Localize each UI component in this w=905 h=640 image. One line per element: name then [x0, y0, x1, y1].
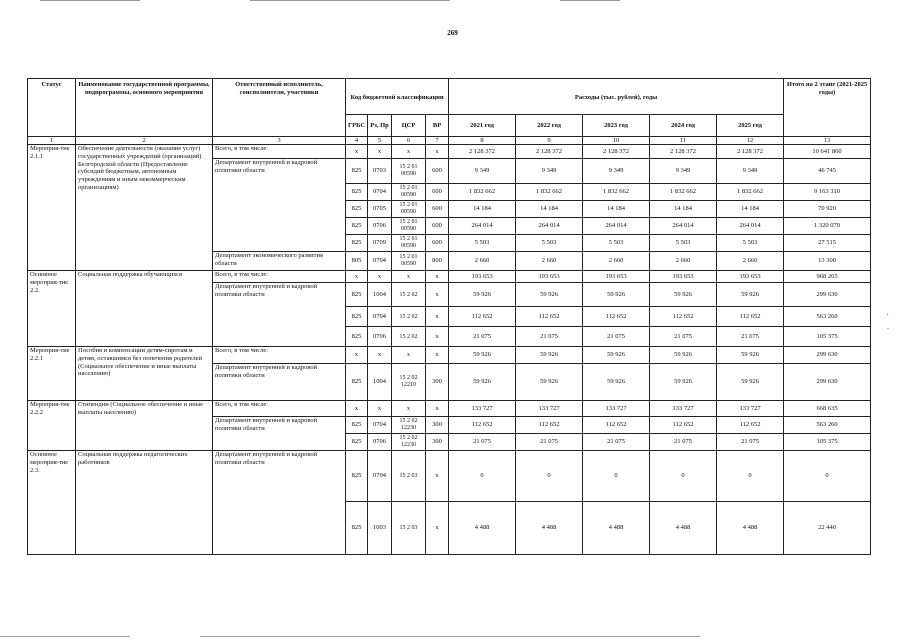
csr-value: 15 2 01 00590: [399, 219, 418, 232]
header-year-2022: 2022 год: [516, 115, 583, 137]
amount-2025-cell: 59 926: [717, 347, 784, 364]
amount-2024-cell: 133 727: [650, 401, 717, 417]
csr-cell: [392, 502, 426, 555]
rzpr-cell: 0704: [368, 184, 392, 201]
header-year-2025: 2025 год: [717, 115, 784, 137]
responsible-cell: Департамент внутренней и кадровой политики области: [213, 364, 346, 401]
amount-2024-cell: 4 488: [650, 502, 717, 555]
amount-2021-cell: 2 128 372: [449, 145, 516, 159]
header-vr: ВР: [426, 115, 449, 137]
amount-total-cell: 105 375: [784, 327, 871, 347]
header-status: Статус: [28, 79, 76, 137]
table-row: [28, 347, 871, 364]
header-rzpr: Рз, Пр: [368, 115, 392, 137]
amount-total-cell: 968 265: [784, 271, 871, 283]
header-name: Наименование государственной программы, подпрограммы, основного мероприятия: [76, 79, 213, 137]
scan-edge-line: [560, 0, 620, 1]
amount-2023-cell: 59 926: [583, 347, 650, 364]
vr-cell: 300: [426, 417, 449, 434]
csr-value: 15 2 03: [399, 525, 418, 531]
amount-total-cell: 46 745: [784, 159, 871, 184]
csr-cell: [392, 417, 426, 434]
name-cell: Обеспечение деятельности (оказание услуг) государственных учреждений (организаций) Белгородской области (Предоставление субсидий бюджетным, автономным учреждениям и иным некоммерческим организациям): [76, 145, 213, 271]
amount-2025-cell: 21 075: [717, 327, 784, 347]
amount-2023-cell: 21 075: [583, 327, 650, 347]
amount-total-cell: 563 260: [784, 417, 871, 434]
amount-2021-cell: 9 349: [449, 159, 516, 184]
scan-edge-line: [0, 636, 130, 637]
amount-2024-cell: 264 014: [650, 218, 717, 235]
column-number: 10: [583, 137, 650, 145]
csr-value: 15 2 02: [399, 333, 418, 340]
csr-cell: [392, 201, 426, 218]
amount-2022-cell: 14 184: [516, 201, 583, 218]
amount-2021-cell: 1 832 662: [449, 184, 516, 201]
csr-value: x: [407, 405, 410, 412]
csr-value: 15 2 02 12230: [399, 418, 418, 431]
amount-2025-cell: 133 727: [717, 401, 784, 417]
amount-2022-cell: 59 926: [516, 347, 583, 364]
amount-2023-cell: 264 014: [583, 218, 650, 235]
csr-cell: [392, 184, 426, 201]
amount-2021-cell: 59 926: [449, 283, 516, 307]
amount-2023-cell: 0: [583, 451, 650, 502]
rzpr-cell: 0709: [368, 235, 392, 252]
grbs-cell: 825: [346, 327, 368, 347]
amount-total-cell: 70 920: [784, 201, 871, 218]
rzpr-cell: 0703: [368, 159, 392, 184]
csr-value: x: [407, 352, 410, 358]
amount-total-cell: 9 163 310: [784, 184, 871, 201]
amount-2023-cell: 112 652: [583, 417, 650, 434]
amount-total-cell: 668 635: [784, 401, 871, 417]
column-number: 2: [76, 137, 213, 145]
rzpr-cell: 1003: [368, 502, 392, 555]
amount-total-cell: 299 630: [784, 283, 871, 307]
amount-2023-cell: 133 727: [583, 401, 650, 417]
amount-2022-cell: 112 652: [516, 307, 583, 327]
amount-2022-cell: 112 652: [516, 417, 583, 434]
header-expenses-group: Расходы (тыс. рублей), годы: [449, 79, 784, 115]
amount-2025-cell: 21 075: [717, 434, 784, 451]
column-number: 3: [213, 137, 346, 145]
amount-2025-cell: 112 652: [717, 307, 784, 327]
vr-cell: 600: [426, 235, 449, 252]
column-number: 7: [426, 137, 449, 145]
amount-2022-cell: 1 832 662: [516, 184, 583, 201]
amount-2023-cell: 59 926: [583, 283, 650, 307]
amount-2022-cell: 9 349: [516, 159, 583, 184]
table-row: [28, 145, 871, 159]
amount-2024-cell: 14 184: [650, 201, 717, 218]
responsible-cell: Всего, в том числе:: [213, 145, 346, 159]
csr-cell: [392, 218, 426, 235]
csr-value: 15 2 01 00590: [399, 254, 418, 267]
amount-2024-cell: 112 652: [650, 307, 717, 327]
grbs-cell: 825: [346, 434, 368, 451]
amount-2021-cell: 193 653: [449, 271, 516, 283]
amount-total-cell: 563 260: [784, 307, 871, 327]
amount-total-cell: 0: [784, 451, 871, 502]
csr-value: 15 2 01 00590: [399, 185, 418, 198]
amount-2023-cell: 193 653: [583, 271, 650, 283]
grbs-cell: x: [346, 401, 368, 417]
amount-2024-cell: 1 832 662: [650, 184, 717, 201]
amount-total-cell: 10 641 860: [784, 145, 871, 159]
header-year-2021: 2021 год: [449, 115, 516, 137]
amount-2021-cell: 21 075: [449, 434, 516, 451]
csr-cell: [392, 145, 426, 159]
grbs-cell: 825: [346, 502, 368, 555]
amount-2021-cell: 14 184: [449, 201, 516, 218]
amount-2023-cell: 1 832 662: [583, 184, 650, 201]
vr-cell: 300: [426, 364, 449, 401]
amount-2021-cell: 112 652: [449, 417, 516, 434]
amount-total-cell: 105 375: [784, 434, 871, 451]
amount-2025-cell: 59 926: [717, 283, 784, 307]
header-total: Итого на 2 этапе (2021-2025 годы): [784, 79, 871, 137]
grbs-cell: 825: [346, 235, 368, 252]
rzpr-cell: x: [368, 271, 392, 283]
amount-2021-cell: 4 488: [449, 502, 516, 555]
responsible-cell: Всего, в том числе:: [213, 347, 346, 364]
vr-cell: x: [426, 283, 449, 307]
rzpr-cell: 0706: [368, 218, 392, 235]
grbs-cell: 825: [346, 201, 368, 218]
amount-2024-cell: 21 075: [650, 327, 717, 347]
grbs-cell: 825: [346, 451, 368, 502]
amount-2021-cell: 133 727: [449, 401, 516, 417]
amount-2025-cell: 2 128 372: [717, 145, 784, 159]
amount-2022-cell: 0: [516, 451, 583, 502]
amount-2022-cell: 193 653: [516, 271, 583, 283]
column-number: 9: [516, 137, 583, 145]
responsible-cell: Департамент внутренней и кадровой политики области: [213, 283, 346, 347]
csr-value: 15 2 02: [399, 291, 418, 298]
csr-value: 15 2 03: [399, 473, 418, 479]
amount-2022-cell: 2 660: [516, 252, 583, 271]
rzpr-cell: 0704: [368, 417, 392, 434]
rzpr-cell: 0706: [368, 434, 392, 451]
grbs-cell: x: [346, 145, 368, 159]
amount-2022-cell: 59 926: [516, 283, 583, 307]
name-cell: Социальная поддержка обучающихся: [76, 271, 213, 347]
amount-2024-cell: 5 503: [650, 235, 717, 252]
rzpr-cell: x: [368, 347, 392, 364]
amount-2021-cell: 59 926: [449, 347, 516, 364]
scan-edge-line: [200, 636, 700, 637]
csr-cell: [392, 347, 426, 364]
responsible-cell: Департамент внутренней и кадровой политики области: [213, 451, 346, 555]
vr-cell: x: [426, 271, 449, 283]
amount-2024-cell: 9 349: [650, 159, 717, 184]
amount-2021-cell: 264 014: [449, 218, 516, 235]
amount-2022-cell: 133 727: [516, 401, 583, 417]
amount-total-cell: 299 630: [784, 347, 871, 364]
vr-cell: 300: [426, 434, 449, 451]
amount-2021-cell: 21 075: [449, 327, 516, 347]
grbs-cell: 825: [346, 417, 368, 434]
amount-2022-cell: 59 926: [516, 364, 583, 401]
budget-table: [27, 78, 871, 555]
amount-2022-cell: 4 488: [516, 502, 583, 555]
vr-cell: x: [426, 451, 449, 502]
header-year-2024: 2024 год: [650, 115, 717, 137]
amount-2024-cell: 2 660: [650, 252, 717, 271]
csr-cell: [392, 252, 426, 271]
amount-2023-cell: 5 503: [583, 235, 650, 252]
csr-value: 15 2 02 12230: [399, 435, 418, 448]
amount-2021-cell: 2 660: [449, 252, 516, 271]
responsible-cell: Всего, в том числе:: [213, 271, 346, 283]
name-cell: Социальная поддержка педагогических работников: [76, 451, 213, 555]
vr-cell: x: [426, 145, 449, 159]
header-year-2023: 2023 год: [583, 115, 650, 137]
amount-total-cell: 27 515: [784, 235, 871, 252]
amount-2024-cell: 0: [650, 451, 717, 502]
vr-cell: 600: [426, 218, 449, 235]
amount-2023-cell: 21 075: [583, 434, 650, 451]
status-cell: Мероприя-тие 2.2.2: [28, 401, 76, 451]
column-number: 5: [368, 137, 392, 145]
csr-value: 15 2 01 00590: [399, 164, 418, 177]
csr-cell: [392, 401, 426, 417]
amount-total-cell: 13 300: [784, 252, 871, 271]
amount-2023-cell: 2 660: [583, 252, 650, 271]
amount-2024-cell: 193 653: [650, 271, 717, 283]
table-row: [28, 401, 871, 417]
rzpr-cell: x: [368, 145, 392, 159]
amount-2025-cell: 1 832 662: [717, 184, 784, 201]
table-row: [28, 271, 871, 283]
amount-2021-cell: 0: [449, 451, 516, 502]
vr-cell: x: [426, 307, 449, 327]
amount-2024-cell: 2 128 372: [650, 145, 717, 159]
name-cell: Пособия и компенсации детям-сиротам и детям, оставшимся без попечения родителей (Социальное обеспечение и иные выплаты населению): [76, 347, 213, 401]
amount-2022-cell: 264 014: [516, 218, 583, 235]
csr-cell: [392, 364, 426, 401]
vr-cell: 600: [426, 184, 449, 201]
rzpr-cell: 0705: [368, 201, 392, 218]
amount-2025-cell: 14 184: [717, 201, 784, 218]
amount-2024-cell: 59 926: [650, 364, 717, 401]
vr-cell: x: [426, 502, 449, 555]
vr-cell: 800: [426, 252, 449, 271]
amount-2023-cell: 9 349: [583, 159, 650, 184]
csr-cell: [392, 283, 426, 307]
csr-value: x: [407, 148, 410, 155]
column-number: 13: [784, 137, 871, 145]
rzpr-cell: 1004: [368, 364, 392, 401]
table-row: [28, 451, 871, 502]
name-cell: Стипендии (Социальное обеспечение и иные выплаты населению): [76, 401, 213, 451]
responsible-cell: Департамент экономического развития области: [213, 252, 346, 271]
column-number-row: [28, 137, 871, 145]
header-csr: ЦСР: [392, 115, 426, 137]
scan-edge-line: [250, 0, 450, 1]
amount-2022-cell: 5 503: [516, 235, 583, 252]
responsible-cell: Всего, в том числе:: [213, 401, 346, 417]
column-number: 12: [717, 137, 784, 145]
rzpr-cell: 1004: [368, 283, 392, 307]
responsible-cell: Департамент внутренней и кадровой политики области: [213, 159, 346, 252]
amount-2023-cell: 112 652: [583, 307, 650, 327]
amount-2021-cell: 112 652: [449, 307, 516, 327]
status-cell: Мероприя-тие 2.2.1: [28, 347, 76, 401]
column-number: 11: [650, 137, 717, 145]
csr-value: 15 2 02 12210: [399, 375, 418, 388]
amount-total-cell: 1 320 070: [784, 218, 871, 235]
rzpr-cell: 0704: [368, 252, 392, 271]
csr-value: x: [407, 273, 410, 280]
grbs-cell: 825: [346, 218, 368, 235]
grbs-cell: x: [346, 347, 368, 364]
scan-edge-line: [40, 0, 140, 1]
column-number: 6: [392, 137, 426, 145]
amount-total-cell: 22 440: [784, 502, 871, 555]
scan-speck: ': [887, 312, 889, 321]
header-grbs: ГРБС: [346, 115, 368, 137]
amount-2025-cell: 5 503: [717, 235, 784, 252]
vr-cell: 600: [426, 201, 449, 218]
page-number: 269: [447, 29, 458, 37]
amount-2025-cell: 4 488: [717, 502, 784, 555]
header-responsible: Ответственный исполнитель, соисполнители, участники: [213, 79, 346, 137]
amount-2024-cell: 59 926: [650, 283, 717, 307]
amount-2024-cell: 112 652: [650, 417, 717, 434]
rzpr-cell: 0706: [368, 327, 392, 347]
csr-cell: [392, 235, 426, 252]
csr-cell: [392, 434, 426, 451]
csr-cell: [392, 271, 426, 283]
vr-cell: x: [426, 347, 449, 364]
column-number: 8: [449, 137, 516, 145]
amount-2023-cell: 4 488: [583, 502, 650, 555]
amount-2025-cell: 264 014: [717, 218, 784, 235]
grbs-cell: x: [346, 271, 368, 283]
amount-2023-cell: 2 128 372: [583, 145, 650, 159]
vr-cell: x: [426, 327, 449, 347]
amount-2025-cell: 112 652: [717, 417, 784, 434]
amount-2022-cell: 21 075: [516, 434, 583, 451]
vr-cell: 600: [426, 159, 449, 184]
grbs-cell: 825: [346, 184, 368, 201]
grbs-cell: 825: [346, 159, 368, 184]
status-cell: Основное мероприя-тие 2.2.: [28, 271, 76, 347]
amount-2025-cell: 9 349: [717, 159, 784, 184]
grbs-cell: 805: [346, 252, 368, 271]
amount-2023-cell: 59 926: [583, 364, 650, 401]
status-cell: Мероприя-тие 2.1.1: [28, 145, 76, 271]
rzpr-cell: 0704: [368, 307, 392, 327]
csr-value: 15 2 01 00590: [399, 202, 418, 215]
amount-2023-cell: 14 184: [583, 201, 650, 218]
csr-cell: [392, 451, 426, 502]
amount-2022-cell: 2 128 372: [516, 145, 583, 159]
csr-value: 15 2 01 00590: [399, 236, 418, 249]
responsible-cell: Департамент внутренней и кадровой политики области: [213, 417, 346, 451]
rzpr-cell: x: [368, 401, 392, 417]
amount-2022-cell: 21 075: [516, 327, 583, 347]
column-number: 4: [346, 137, 368, 145]
amount-2025-cell: 0: [717, 451, 784, 502]
amount-2025-cell: 59 926: [717, 364, 784, 401]
amount-2025-cell: 2 660: [717, 252, 784, 271]
amount-2024-cell: 21 075: [650, 434, 717, 451]
grbs-cell: 825: [346, 283, 368, 307]
csr-cell: [392, 159, 426, 184]
amount-2021-cell: 5 503: [449, 235, 516, 252]
amount-2024-cell: 59 926: [650, 347, 717, 364]
header-code-group: Код бюджетной классификации: [346, 79, 449, 115]
grbs-cell: 825: [346, 364, 368, 401]
rzpr-cell: 0704: [368, 451, 392, 502]
grbs-cell: 825: [346, 307, 368, 327]
status-cell: Основное мероприя-тие 2.3.: [28, 451, 76, 555]
csr-cell: [392, 327, 426, 347]
amount-total-cell: 299 630: [784, 364, 871, 401]
csr-value: 15 2 02: [399, 313, 418, 320]
amount-2021-cell: 59 926: [449, 364, 516, 401]
amount-2025-cell: 193 653: [717, 271, 784, 283]
vr-cell: x: [426, 401, 449, 417]
column-number: 1: [28, 137, 76, 145]
csr-cell: [392, 307, 426, 327]
scan-speck: .: [887, 322, 889, 331]
